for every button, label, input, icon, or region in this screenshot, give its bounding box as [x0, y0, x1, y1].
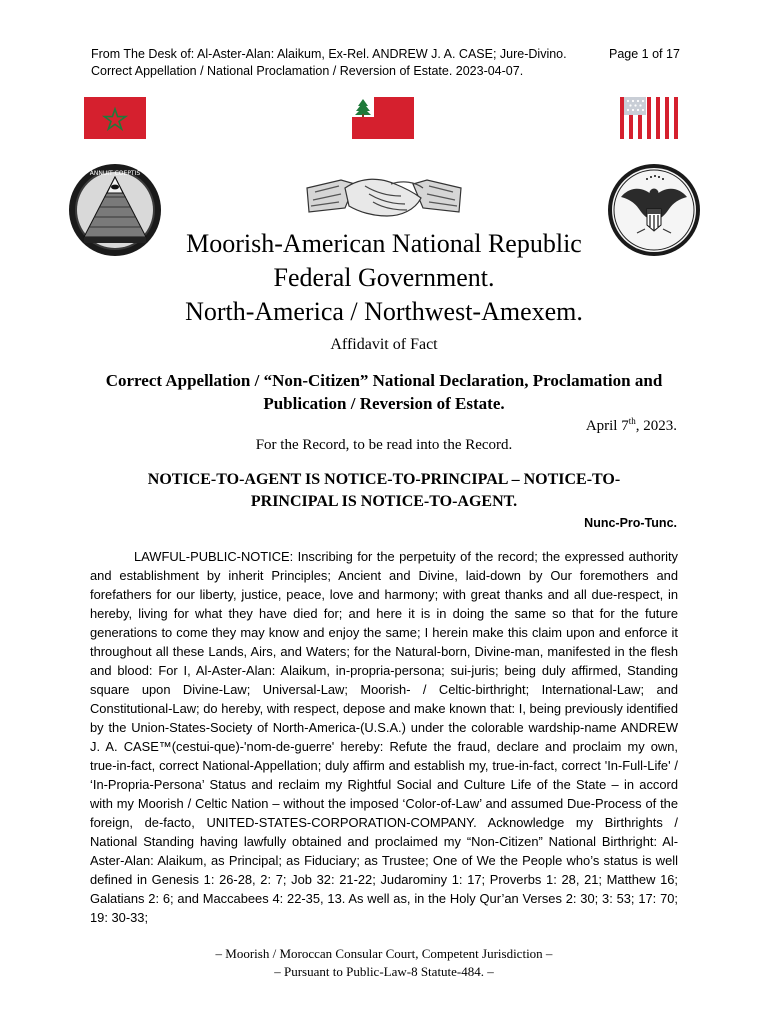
- notice-line-1: NOTICE-TO-AGENT IS NOTICE-TO-PRINCIPAL – NOTICE-TO-: [147, 471, 621, 488]
- footer-line-1: – Moorish / Moroccan Consular Court, Competent Jurisdiction –: [215, 946, 553, 961]
- notice-line-2: PRINCIPAL IS NOTICE-TO-AGENT.: [250, 493, 518, 510]
- declaration-heading-line-1: Correct Appellation / “Non-Citizen” National Declaration, Proclamation and: [105, 371, 663, 390]
- svg-text:ANNUIT COEPTIS: ANNUIT COEPTIS: [89, 170, 141, 177]
- document-date: [586, 416, 677, 435]
- eagle-seal-icon: [607, 163, 701, 257]
- header-left: [91, 46, 567, 80]
- notice-heading: [90, 469, 678, 513]
- title-line-2: Federal Government.: [273, 263, 495, 292]
- united-states-flag-icon: [620, 97, 682, 139]
- title-line-1: Moorish-American National Republic: [186, 229, 582, 258]
- date-prefix: April 7: [585, 418, 629, 434]
- affidavit-subtitle: Affidavit of Fact: [330, 336, 438, 353]
- date-suffix: th: [628, 416, 636, 426]
- title-line-3: North-America / Northwest-Amexem.: [185, 297, 583, 326]
- body-paragraph: LAWFUL-PUBLIC-NOTICE: Inscribing for the perpetuity of the record; the expressed authority and establishment by inherit Principles; Ancient and Divine, laid-down by Our foremothers and forefathers for our liberty, justice, peace, love and harmony; with great thanks and all due-respect, in hereby, living for what they have died for; and here it is in doing the same so that for the future generations to come they may know and enjoy the same; I herein make this claim upon and enforce it throughout all these Lands, Airs, and Waters; for the Natural-born, Divine-man, manifested in the flesh and blood: For I, Al-Aster-Alan: Alaikum, in-propria-persona; sui-juris; being duly affirmed, Standing square upon Divine-Law; Universal-Law; Moorish- / Celtic-birthright; International-Law; and Constitutional-Law; do hereby, with respect, depose and make known that: I, being previously identified by the Union-States-Society of North-America-(U.S.A.) under the colorable wardship-name ANDREW J. A. CASE™(cestui-que)-'nom-de-guerre' hereby: Refute the fraud, declare and proclaim my own, true-in-fact, correct National-Appellation; duly affirm and establish my, true-in-fact, correct 'In-Full-Life' / ‘In-Propria-Persona’ Status and reclaim my Rightful Social and Culture Life of the State – in accord with my Moorish / Celtic Nation – without the imposed ‘Color-of-Law’ and assumed Due-Process of the foreign, de-facto, UNITED-STATES-CORPORATION-COMPANY. Acknowledge my Birthrights / National Standing having lawfully obtained and proclaimed my “Non-Citizen” National Birthright: Al-Aster-Alan: Alaikum, as Principal; as Fiduciary; as Trustee; One of We the People who’s status is well defined in Genesis 1: 26-28, 2: 7; Job 32: 21-22; Judarominy 1: 17; Proverbs 1: 28, 21; Matthew 16; Galatians 2: 6; and Maccabees 4: 22-35, 13. As well as, in the Holy Qur’an Verses 2: 30; 3: 53; 17: 70; 19: 30-33;: [90, 549, 678, 925]
- handshake-icon: [305, 158, 463, 230]
- morocco-flag-icon: [84, 97, 146, 139]
- pine-tree-flag-icon: [352, 97, 414, 139]
- nunc-pro-tunc: Nunc-Pro-Tunc.: [584, 516, 677, 530]
- declaration-heading: [90, 369, 678, 415]
- footer-line-2: – Pursuant to Public-Law-8 Statute-484. –: [274, 964, 494, 979]
- header-line-2: Correct Appellation / National Proclamation / Reversion of Estate. 2023-04-07.: [91, 64, 524, 78]
- page-number: Page 1 of 17: [609, 47, 680, 61]
- date-rest: , 2023.: [635, 418, 677, 434]
- declaration-heading-line-2: Publication / Reversion of Estate.: [263, 394, 505, 413]
- record-line: For the Record, to be read into the Record.: [255, 437, 513, 453]
- header-line-1: From The Desk of: Al-Aster-Alan: Alaikum, Ex-Rel. ANDREW J. A. CASE; Jure-Divino.: [91, 47, 567, 61]
- pyramid-seal-icon: [68, 163, 162, 257]
